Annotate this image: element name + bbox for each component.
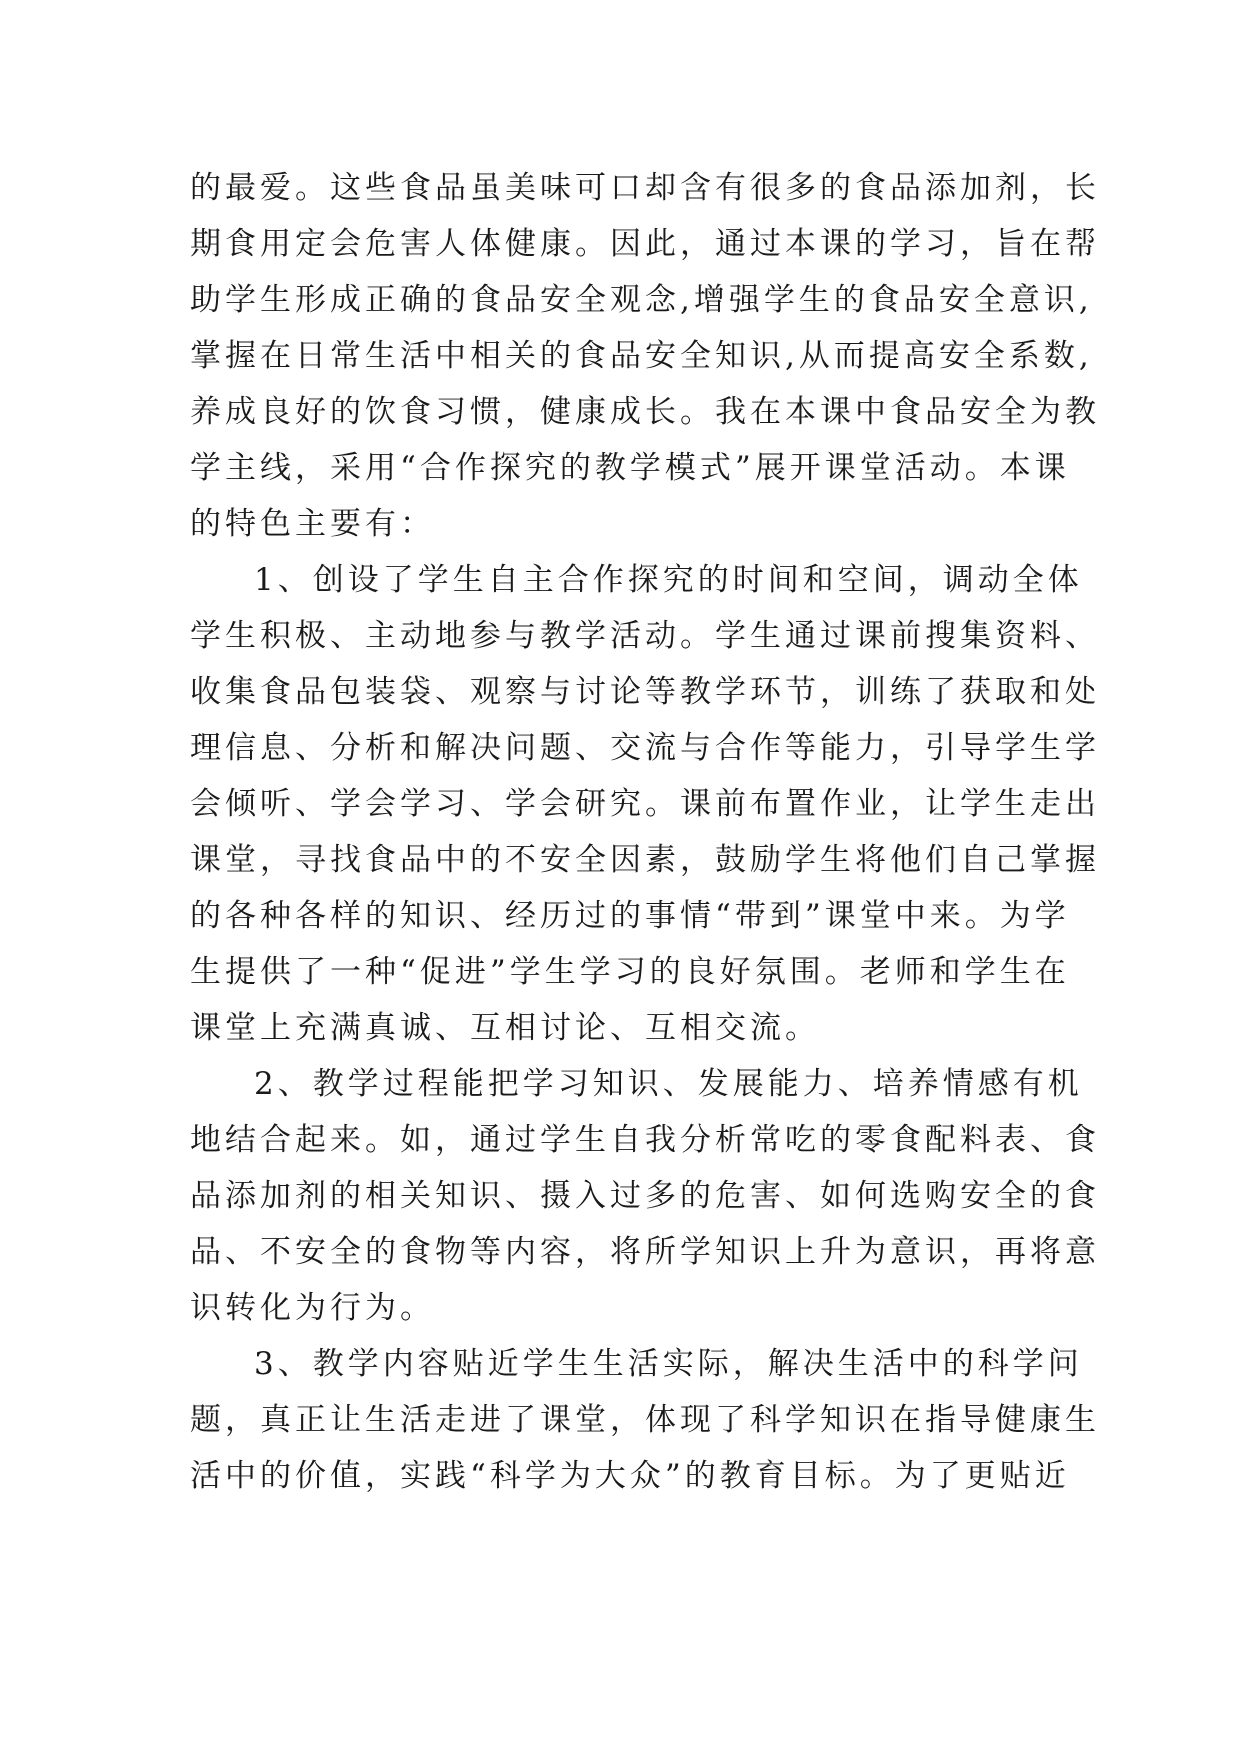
text-line: 掌握在日常生活中相关的食品安全知识,从而提高安全系数, bbox=[190, 338, 1093, 374]
text-line: 的特色主要有： bbox=[190, 506, 435, 542]
text-line: 地结合起来。如，通过学生自我分析常吃的零食配料表、食 bbox=[190, 1122, 1100, 1158]
text-line: 收集食品包装袋、观察与讨论等教学环节，训练了获取和处 bbox=[190, 674, 1100, 710]
text-line: 的各种各样的知识、经历过的事情“带到”课堂中来。为学 bbox=[190, 898, 1070, 934]
text-line: 学主线，采用“合作探究的教学模式”展开课堂活动。本课 bbox=[190, 450, 1070, 486]
text-line: 养成良好的饮食习惯，健康成长。我在本课中食品安全为教 bbox=[190, 394, 1100, 430]
text-line: 题，真正让生活走进了课堂，体现了科学知识在指导健康生 bbox=[190, 1402, 1100, 1438]
text-line: 识转化为行为。 bbox=[190, 1290, 435, 1326]
text-line: 生提供了一种“促进”学生学习的良好氛围。老师和学生在 bbox=[190, 954, 1070, 990]
text-line: 期食用定会危害人体健康。因此，通过本课的学习，旨在帮 bbox=[190, 226, 1100, 262]
paragraph-first-line: 2、教学过程能把学习知识、发展能力、培养情感有机 bbox=[254, 1066, 1083, 1102]
text-line: 理信息、分析和解决问题、交流与合作等能力，引导学生学 bbox=[190, 730, 1100, 766]
text-line: 会倾听、学会学习、学会研究。课前布置作业，让学生走出 bbox=[190, 786, 1100, 822]
text-line: 活中的价值，实践“科学为大众”的教育目标。为了更贴近 bbox=[190, 1458, 1070, 1494]
text-line: 的最爱。这些食品虽美味可口却含有很多的食品添加剂，长 bbox=[190, 170, 1100, 206]
text-line: 学生积极、主动地参与教学活动。学生通过课前搜集资料、 bbox=[190, 618, 1100, 654]
text-line: 品、不安全的食物等内容，将所学知识上升为意识，再将意 bbox=[190, 1234, 1100, 1270]
text-line: 课堂，寻找食品中的不安全因素，鼓励学生将他们自己掌握 bbox=[190, 842, 1100, 878]
text-line: 助学生形成正确的食品安全观念,增强学生的食品安全意识, bbox=[190, 282, 1093, 318]
paragraph-first-line: 1、创设了学生自主合作探究的时间和空间，调动全体 bbox=[254, 562, 1083, 598]
body-text bbox=[190, 160, 1100, 1504]
text-line: 品添加剂的相关知识、摄入过多的危害、如何选购安全的食 bbox=[190, 1178, 1100, 1214]
text-line: 课堂上充满真诚、互相讨论、互相交流。 bbox=[190, 1010, 820, 1046]
paragraph-first-line: 3、教学内容贴近学生生活实际，解决生活中的科学问 bbox=[254, 1346, 1083, 1382]
